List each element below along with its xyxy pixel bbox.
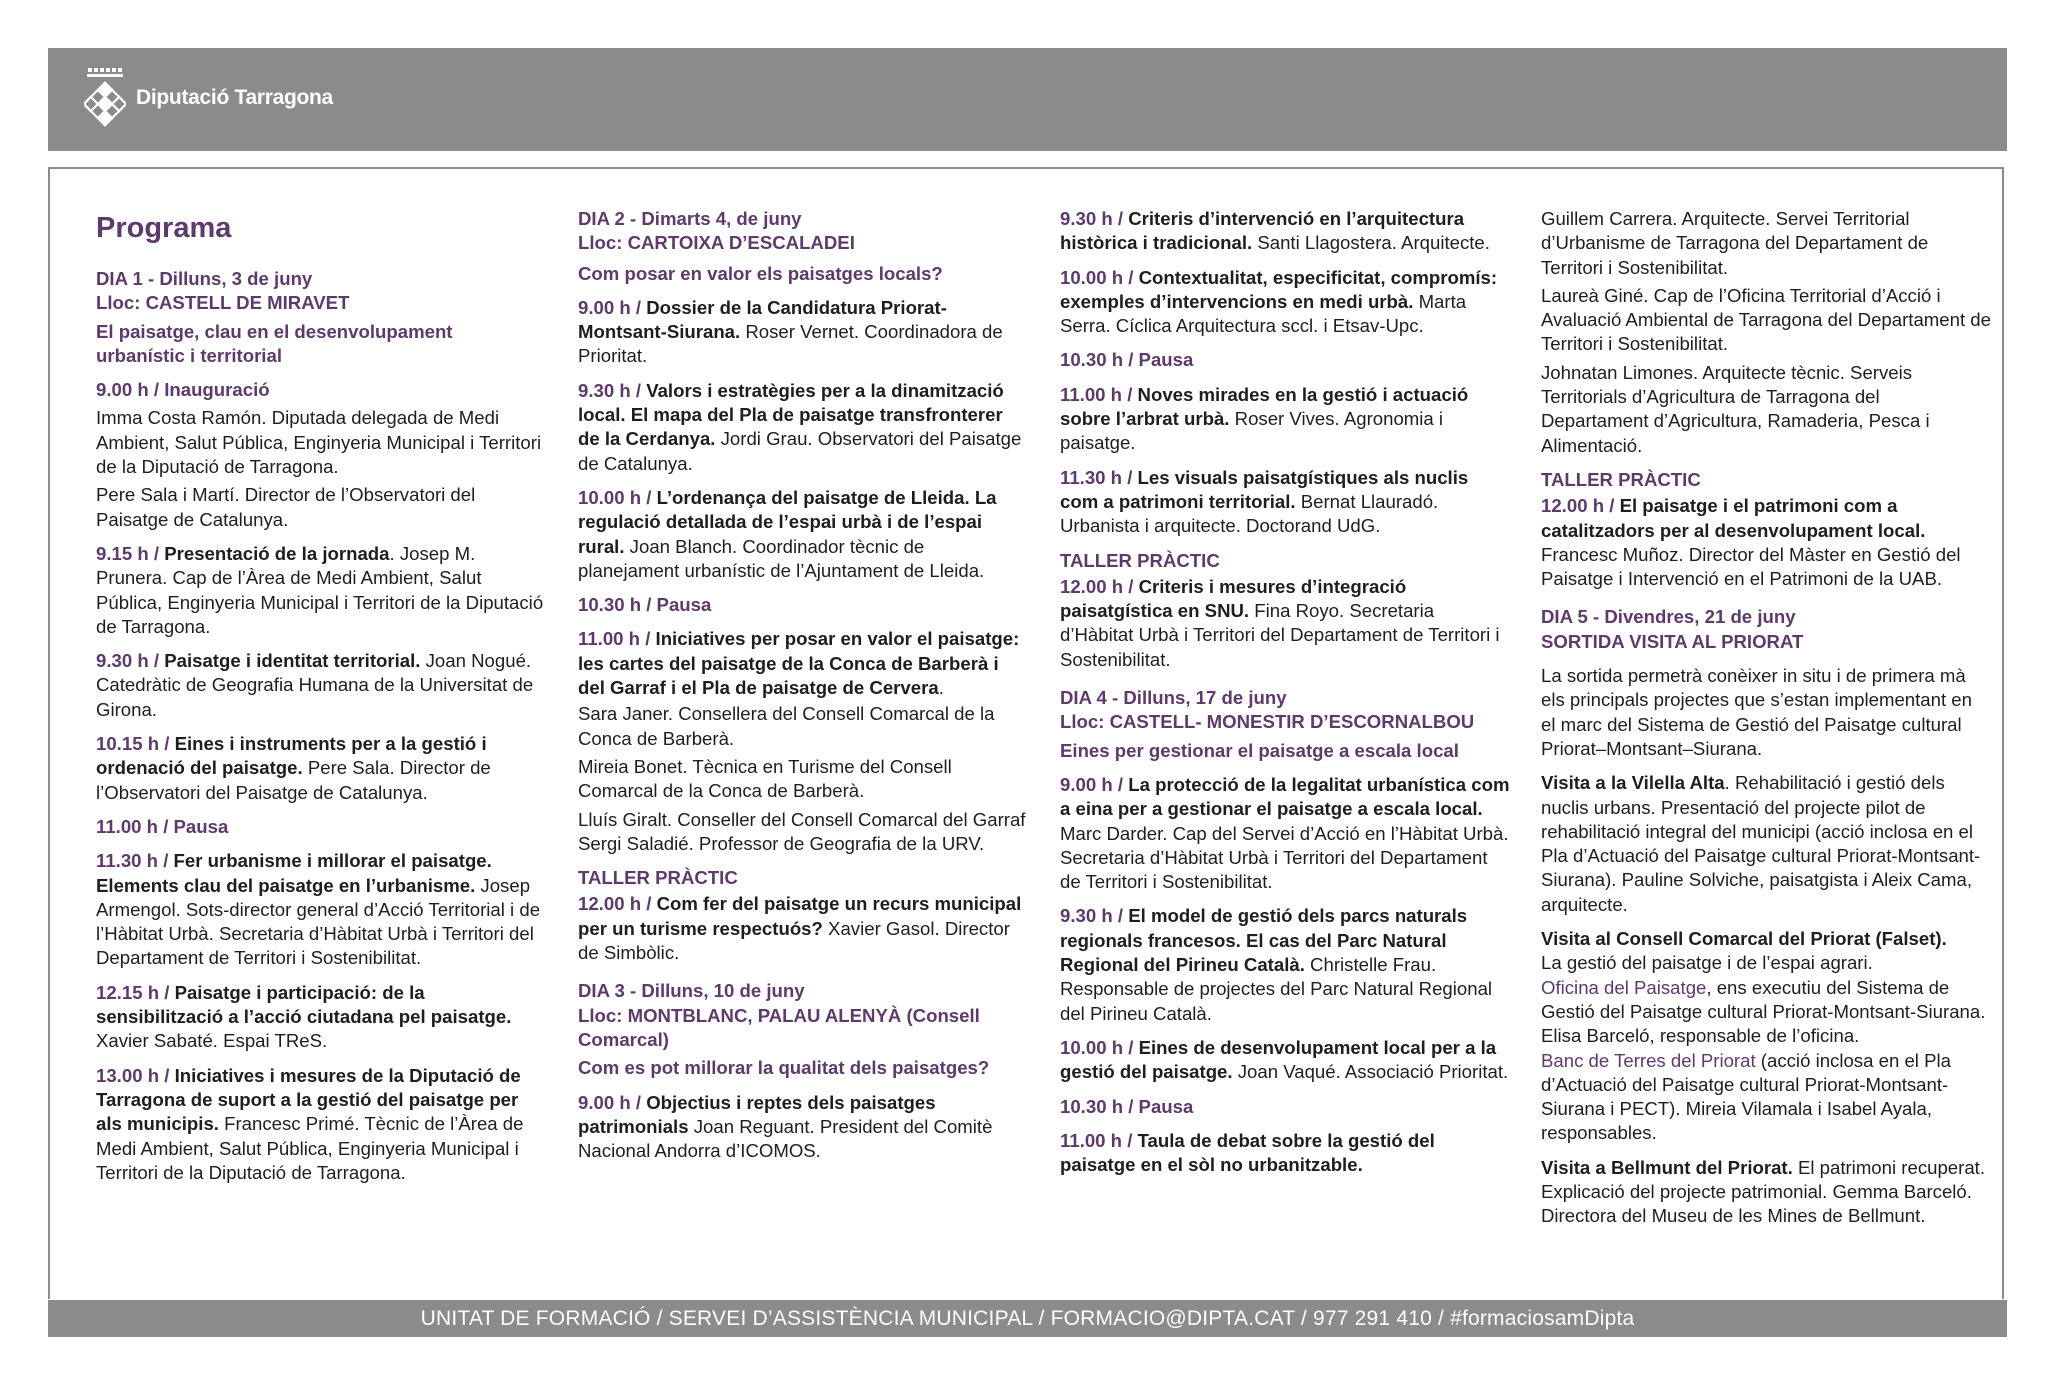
visit-text: El patrimoni recuperat. Explicació del projecte patrimonial. Gemma Barceló. Directora del Museu de les Mines de Bellmunt. <box>1541 1156 1986 1227</box>
diputacio-logo-icon <box>84 66 126 130</box>
agenda-time: 11.30 h / <box>1060 466 1138 488</box>
day2-location: Lloc: CARTOIXA D’ESCALADEI <box>578 232 855 254</box>
agenda-title: Fer urbanisme i millorar el paisatge. Elements clau del paisatge en l’urbanisme. <box>96 850 492 896</box>
speaker-text: Guillem Carrera. Arquitecte. Servei Territorial d’Urbanisme de Tarragona del Departament de Territori i Sostenibilitat. <box>1541 208 1929 278</box>
office-label: Oficina del Paisatge <box>1541 976 1707 998</box>
page-title: Programa <box>96 212 232 244</box>
agenda-item <box>578 892 1028 965</box>
agenda-time: 10.00 h / <box>578 486 657 508</box>
visit-title: Visita a Bellmunt del Priorat. <box>1541 1156 1793 1178</box>
header-bar <box>48 48 2007 151</box>
agenda-speaker: Xavier Gasol. Director de Simbòlic. <box>578 917 1010 964</box>
logo <box>84 66 333 130</box>
agenda-dot: . <box>938 677 944 699</box>
agenda-item <box>96 1064 546 1185</box>
footer-bar: UNITAT DE FORMACIÓ / SERVEI D’ASSISTÈNCIA MUNICIPAL / FORMACIO@DIPTA.CAT / 977 291 410 / #formaciosamDipta <box>48 1300 2007 1337</box>
agenda-title: Eines i instruments per a la gestió i ordenació del paisatge. <box>96 733 487 779</box>
agenda-pause: 10.30 h / Pausa <box>578 594 712 616</box>
day1-heading: DIA 1 - Dilluns, 3 de juny <box>96 268 313 289</box>
day3-theme: Com es pot millorar la qualitat dels paisatges? <box>578 1057 990 1079</box>
agenda-title: Contextualitat, especificitat, compromís: exemples d’intervencions en medi urbà. <box>1060 266 1498 312</box>
column-4 <box>1541 207 1991 1239</box>
visit-item <box>1541 771 1991 917</box>
taller-heading: TALLER PRÀCTIC <box>1060 549 1220 571</box>
agenda-title: Paisatge i identitat territorial. <box>164 650 421 672</box>
visit-text: . Rehabilitació i gestió dels nuclis urbans. Presentació del projecte pilot de rehabilitació integral del municipi (acció inclosa en el Pla d’Actuació del Paisatge cultural Priorat-Montsant-Siurana). Pauline Solviche, paisatgista i Aleix Cama, arquitecte. <box>1541 772 1981 915</box>
speaker-text: Mireia Bonet. Tècnica en Turisme del Consell Comarcal de la Conca de Barberà. <box>578 755 952 802</box>
agenda-speaker: . Josep M. Prunera. Cap de l’Àrea de Medi Ambient, Salut Pública, Enginyeria Municipal i Territori de la Diputació de Tarragona. <box>96 542 544 637</box>
agenda-speaker: Joan Blanch. Coordinador tècnic de planejament urbanístic de l’Ajuntament de Lleida. <box>578 535 985 581</box>
bank-text: (acció inclosa en el Pla d’Actuació del Paisatge cultural Priorat-Montsant-Siurana i PECT). Mireia Vilamala i Isabel Ayala, responsables. <box>1541 1049 1951 1144</box>
agenda-item <box>1060 1129 1510 1178</box>
agenda-speaker: Bernat Llauradó. Urbanista i arquitecte. Doctorand UdG. <box>1060 490 1439 537</box>
agenda-title: El model de gestió dels parcs naturals regionals francesos. El cas del Parc Natural Regional del Pirineu Català. <box>1060 905 1468 976</box>
agenda-item <box>1060 1036 1510 1085</box>
agenda-item <box>96 849 546 970</box>
agenda-item <box>578 1091 1028 1164</box>
agenda-time: 9.00 h / <box>578 296 647 318</box>
agenda-time: 9.30 h / <box>1060 905 1129 927</box>
agenda-title: Iniciatives per posar en valor el paisatge: les cartes del paisatge de la Conca de Barberà i del Garraf i el Pla de paisatge de Cervera <box>578 628 1020 699</box>
agenda-title: Noves mirades en la gestió i actuació sobre l’arbrat urbà. <box>1060 383 1469 430</box>
agenda-speaker: Joan Nogué. Catedràtic de Geografia Humana de la Universitat de Girona. <box>96 650 534 720</box>
agenda-item <box>1060 773 1510 894</box>
agenda-speaker: Joan Vaqué. Associació Prioritat. <box>1232 1061 1509 1083</box>
agenda-speaker: Christelle Frau. Responsable de projectes del Parc Natural Regional del Pirineu Català. <box>1060 954 1493 1024</box>
agenda-time: 12.00 h / <box>578 893 657 915</box>
agenda-item <box>578 486 1028 583</box>
agenda-speaker: Pere Sala. Director de l’Observatori del Paisatge de Catalunya. <box>96 757 491 803</box>
agenda-speaker: Marta Serra. Cíclica Arquitectura sccl. i Etsav-Upc. <box>1060 290 1467 337</box>
agenda-title: L’ordenança del paisatge de Lleida. La regulació detallada de l’espai urbà i de l’espai rural. <box>578 486 997 557</box>
speaker-text: Imma Costa Ramón. Diputada delegada de Medi Ambient, Salut Pública, Enginyeria Municipal i Territori de la Diputació de Tarragona. <box>96 407 542 478</box>
agenda-time: 11.00 h / <box>1060 1129 1138 1151</box>
agenda-speaker: Joan Reguant. President del Comitè Nacional Andorra d’ICOMOS. <box>578 1115 993 1162</box>
agenda-title: Valors i estratègies per a la dinamització local. El mapa del Pla de paisatge transfronterer de la Cerdanya. <box>578 379 1004 450</box>
agenda-title: Criteris i mesures d’integració paisatgística en SNU. <box>1060 575 1407 622</box>
agenda-time: 9.00 h / <box>1060 773 1129 795</box>
agenda-time: 9.30 h / <box>96 650 165 672</box>
day1-location: Lloc: CASTELL DE MIRAVET <box>96 292 350 314</box>
agenda-time: 10.00 h / <box>1060 1036 1139 1058</box>
agenda-title: Eines de desenvolupament local per a la gestió del paisatge. <box>1060 1036 1497 1083</box>
speaker-text: Lluís Giralt. Conseller del Consell Comarcal del Garraf <box>578 808 1026 830</box>
column-2 <box>578 207 1028 1173</box>
agenda-time: 10.15 h / <box>96 733 175 755</box>
agenda-time: 10.00 h / <box>1060 266 1139 288</box>
agenda-item <box>1060 575 1510 672</box>
day5-intro: La sortida permetrà conèixer in situ i de primera mà els principals projectes que s’estan implementant en el marc del Sistema de Gestió del Paisatge cultural Priorat–Montsant–Siurana. <box>1541 665 1972 759</box>
day1-inauguration: 9.00 h / Inauguració <box>96 379 270 401</box>
agenda-speaker: Jordi Grau. Observatori del Paisatge de Catalunya. <box>578 428 1022 474</box>
agenda-speaker: Fina Royo. Secretaria d’Hàbitat Urbà i Territori del Departament de Territori i Sostenibilitat. <box>1060 600 1500 670</box>
agenda-speaker: Francesc Muñoz. Director del Màster en Gestió del Paisatge i Intervenció en el Patrimoni de la UAB. <box>1541 543 1961 590</box>
office-text: , ens executiu del Sistema de Gestió del Paisatge cultural Priorat-Montsant-Siurana. Elisa Barceló, responsable de l’oficina. <box>1541 976 1986 1047</box>
agenda-pause: 10.30 h / Pausa <box>1060 349 1194 371</box>
day5-subtitle: SORTIDA VISITA AL PRIORAT <box>1541 630 1804 652</box>
agenda-time: 11.30 h / <box>96 850 174 872</box>
visit-bank <box>1541 1049 1991 1146</box>
speaker-text: Sergi Saladié. Professor de Geografia de la URV. <box>578 832 985 854</box>
agenda-title: Objectius i reptes dels paisatges patrimonials <box>578 1091 936 1137</box>
agenda-time: 11.00 h / <box>578 628 656 650</box>
agenda-title: Com fer del paisatge un recurs municipal per un turisme respectuós? <box>578 893 1022 939</box>
agenda-title: La protecció de la legalitat urbanística com a eina per a gestionar el paisatge a escala local. <box>1060 773 1510 820</box>
visit-office <box>1541 976 1991 1049</box>
column-1 <box>96 211 546 1195</box>
agenda-time: 9.30 h / <box>578 379 647 401</box>
agenda-time: 9.00 h / <box>578 1091 647 1113</box>
speaker-text: Sara Janer. Consellera del Consell Comarcal de la Conca de Barberà. <box>578 703 995 749</box>
day2-theme: Com posar en valor els paisatges locals? <box>578 262 943 284</box>
agenda-item <box>578 379 1028 476</box>
agenda-time: 12.15 h / <box>96 981 175 1003</box>
agenda-title: Paisatge i participació: de la sensibilització a l’acció ciutadana pel paisatge. <box>96 981 512 1028</box>
agenda-time: 11.00 h / <box>1060 383 1138 405</box>
agenda-item <box>578 296 1028 369</box>
agenda-speaker: Xavier Sabaté. Espai TReS. <box>96 1030 328 1052</box>
taller-heading: TALLER PRÀCTIC <box>578 867 738 889</box>
speaker-text: Laureà Giné. Cap de l’Oficina Territorial d’Acció i Avaluació Ambiental de Tarragona del Departament de Territori i Sostenibilitat. <box>1541 284 1991 355</box>
agenda-pause: 11.00 h / Pausa <box>96 815 229 837</box>
agenda-item <box>1060 266 1510 339</box>
agenda-time: 12.00 h / <box>1060 575 1139 597</box>
agenda-item <box>1060 383 1510 456</box>
visit-item <box>1541 1156 1991 1229</box>
day2-heading: DIA 2 - Dimarts 4, de juny <box>578 208 802 229</box>
agenda-item <box>1060 904 1510 1025</box>
agenda-title: Les visuals paisatgístiques als nuclis com a patrimoni territorial. <box>1060 466 1469 512</box>
agenda-title: Iniciatives i mesures de la Diputació de Tarragona de suport a la gestió del paisatge per als municipis. <box>96 1064 521 1135</box>
agenda-title: Criteris d’intervenció en l’arquitectura històrica i tradicional. <box>1060 208 1465 254</box>
agenda-item <box>96 542 546 639</box>
agenda-speaker: Francesc Primé. Tècnic de l’Àrea de Medi Ambient, Salut Pública, Enginyeria Municipal i Territori de la Diputació de Tarragona. <box>96 1113 524 1183</box>
speaker-text: Pere Sala i Martí. Director de l’Observatori del Paisatge de Catalunya. <box>96 484 476 530</box>
agenda-time: 9.15 h / <box>96 542 165 564</box>
agenda-speaker: Roser Vives. Agronomia i paisatge. <box>1060 408 1444 454</box>
visit-title: Visita al Consell Comarcal del Priorat (Falset). <box>1541 928 1947 950</box>
taller-heading: TALLER PRÀCTIC <box>1541 468 1701 490</box>
agenda-time: 12.00 h / <box>1541 495 1620 517</box>
bank-label: Banc de Terres del Priorat <box>1541 1049 1756 1071</box>
day1-theme: El paisatge, clau en el desenvolupament urbanístic i territorial <box>96 320 453 366</box>
agenda-time: 9.30 h / <box>1060 208 1129 229</box>
day3-heading: DIA 3 - Dilluns, 10 de juny <box>578 980 805 1002</box>
logo-text: Diputació Tarragona <box>136 86 333 109</box>
agenda-title: Taula de debat sobre la gestió del paisatge en el sòl no urbanitzable. <box>1060 1129 1435 1176</box>
day4-theme: Eines per gestionar el paisatge a escala local <box>1060 739 1459 761</box>
agenda-speaker: Josep Armengol. Sots-director general d’Acció Territorial i de l’Hàbitat Urbà. Secretaria d’Hàbitat Urbà i Territori del Departament de Territori i Sostenibilitat. <box>96 874 541 969</box>
agenda-item <box>1060 207 1510 256</box>
agenda-item <box>96 981 546 1054</box>
agenda-speaker: Marc Darder. Cap del Servei d’Acció en l’Hàbitat Urbà. Secretaria d’Hàbitat Urbà i Territori del Departament de Territori i Sostenibilitat. <box>1060 822 1509 893</box>
visit-text: La gestió del paisatge i de l’espai agrari. <box>1541 952 1873 974</box>
agenda-item <box>96 649 546 722</box>
agenda-pause: 10.30 h / Pausa <box>1060 1095 1194 1117</box>
agenda-title: Presentació de la jornada <box>164 542 390 564</box>
column-3 <box>1060 207 1510 1187</box>
agenda-item <box>1541 494 1991 591</box>
agenda-title: Dossier de la Candidatura Priorat-Montsant-Siurana. <box>578 296 947 343</box>
agenda-item <box>578 627 1028 700</box>
agenda-item <box>96 732 546 805</box>
agenda-speaker: Roser Vernet. Coordinadora de Prioritat. <box>578 321 1003 367</box>
agenda-item <box>1060 466 1510 539</box>
day4-location: Lloc: CASTELL- MONESTIR D’ESCORNALBOU <box>1060 711 1475 733</box>
agenda-time: 13.00 h / <box>96 1064 175 1086</box>
day5-heading: DIA 5 - Divendres, 21 de juny <box>1541 606 1796 628</box>
day3-location: Lloc: MONTBLANC, PALAU ALENYÀ (Consell Comarcal) <box>578 1004 980 1050</box>
speaker-text: Johnatan Limones. Arquitecte tècnic. Serveis Territorials d’Agricultura de Tarragona del Departament d’Agricultura, Ramaderia, Pesca i Alimentació. <box>1541 361 1930 456</box>
visit-title: Visita a la Vilella Alta <box>1541 772 1725 794</box>
agenda-title: El paisatge i el patrimoni com a catalitzadors per al desenvolupament local. <box>1541 495 1926 541</box>
agenda-speaker: Santi Llagostera. Arquitecte. <box>1252 232 1490 254</box>
day4-heading: DIA 4 - Dilluns, 17 de juny <box>1060 687 1287 709</box>
